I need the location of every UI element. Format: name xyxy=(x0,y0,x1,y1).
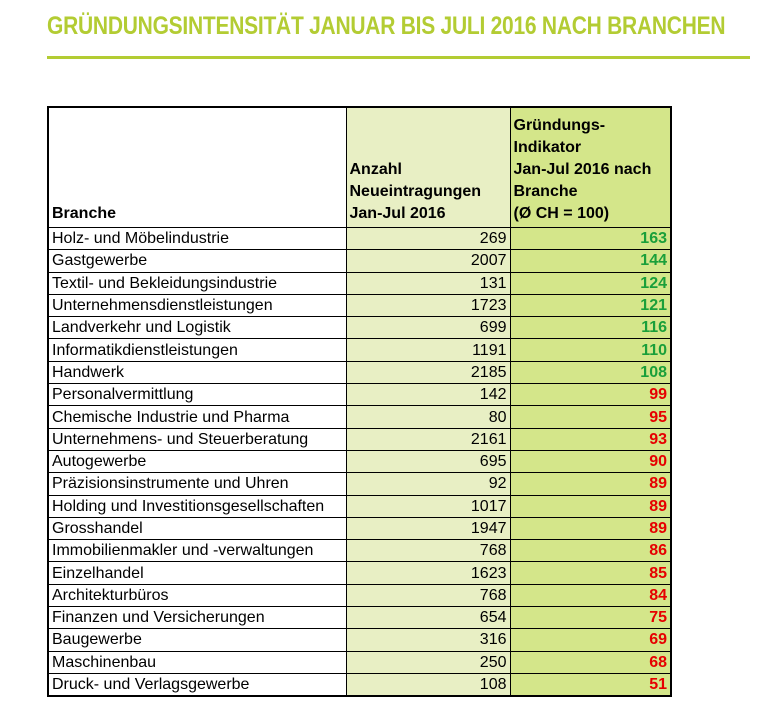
table-row xyxy=(48,473,671,495)
anzahl-cell: 316 xyxy=(346,629,510,651)
table-row xyxy=(48,673,671,696)
table-row xyxy=(48,406,671,428)
table-body xyxy=(48,228,671,697)
table-row xyxy=(48,450,671,472)
indikator-cell: 89 xyxy=(510,517,671,539)
indikator-cell: 68 xyxy=(510,651,671,673)
branche-cell: Gastgewerbe xyxy=(48,250,346,272)
header-line: Anzahl xyxy=(349,161,402,178)
branche-cell: Immobilienmakler und -verwaltungen xyxy=(48,540,346,562)
branche-cell: Druck- und Verlagsgewerbe xyxy=(48,673,346,696)
anzahl-cell: 80 xyxy=(346,406,510,428)
indikator-cell: 116 xyxy=(510,317,671,339)
table-row xyxy=(48,228,671,250)
anzahl-cell: 1191 xyxy=(346,339,510,361)
title-divider xyxy=(47,56,750,59)
indikator-cell: 86 xyxy=(510,540,671,562)
anzahl-cell: 131 xyxy=(346,272,510,294)
anzahl-cell: 250 xyxy=(346,651,510,673)
header-line: (Ø CH = 100) xyxy=(513,205,610,222)
header-line: Jan-Jul 2016 nach xyxy=(513,161,652,178)
indikator-cell: 93 xyxy=(510,428,671,450)
table-row xyxy=(48,584,671,606)
branche-cell: Finanzen und Versicherungen xyxy=(48,607,346,629)
indikator-cell: 99 xyxy=(510,384,671,406)
branche-cell: Chemische Industrie und Pharma xyxy=(48,406,346,428)
anzahl-cell: 699 xyxy=(346,317,510,339)
anzahl-cell: 1947 xyxy=(346,517,510,539)
anzahl-cell: 695 xyxy=(346,450,510,472)
branche-cell: Informatikdienstleistungen xyxy=(48,339,346,361)
column-header-anzahl xyxy=(346,107,510,228)
table-row xyxy=(48,272,671,294)
branche-cell: Unternehmens- und Steuerberatung xyxy=(48,428,346,450)
table-row xyxy=(48,428,671,450)
header-line: Gründungs- xyxy=(513,117,606,134)
indikator-cell: 85 xyxy=(510,562,671,584)
branche-cell: Autogewerbe xyxy=(48,450,346,472)
table-row xyxy=(48,384,671,406)
anzahl-cell: 1017 xyxy=(346,495,510,517)
table-row xyxy=(48,294,671,316)
indikator-cell: 95 xyxy=(510,406,671,428)
table-row xyxy=(48,629,671,651)
indikator-cell: 69 xyxy=(510,629,671,651)
indikator-cell: 108 xyxy=(510,361,671,383)
anzahl-cell: 2161 xyxy=(346,428,510,450)
indikator-cell: 90 xyxy=(510,450,671,472)
indikator-cell: 89 xyxy=(510,473,671,495)
branchen-table xyxy=(47,106,672,697)
anzahl-cell: 142 xyxy=(346,384,510,406)
branche-cell: Unternehmensdienstleistungen xyxy=(48,294,346,316)
page-title: GRÜNDUNGSINTENSITÄT JANUAR BIS JULI 2016 NACH BRANCHEN xyxy=(47,12,726,40)
branche-cell: Baugewerbe xyxy=(48,629,346,651)
column-header-branche: Branche xyxy=(48,107,346,228)
branche-cell: Architekturbüros xyxy=(48,584,346,606)
table-row xyxy=(48,250,671,272)
branche-cell: Holz- und Möbelindustrie xyxy=(48,228,346,250)
anzahl-cell: 2007 xyxy=(346,250,510,272)
branche-cell: Landverkehr und Logistik xyxy=(48,317,346,339)
header-line: Branche xyxy=(513,183,578,200)
branche-cell: Maschinenbau xyxy=(48,651,346,673)
table-row xyxy=(48,517,671,539)
anzahl-cell: 92 xyxy=(346,473,510,495)
indikator-cell: 89 xyxy=(510,495,671,517)
table-row xyxy=(48,361,671,383)
branche-cell: Präzisionsinstrumente und Uhren xyxy=(48,473,346,495)
table-header-row xyxy=(48,107,671,228)
indikator-cell: 121 xyxy=(510,294,671,316)
branche-cell: Personalvermittlung xyxy=(48,384,346,406)
indikator-cell: 124 xyxy=(510,272,671,294)
branche-cell: Einzelhandel xyxy=(48,562,346,584)
table-row xyxy=(48,540,671,562)
header-line: Neueintragungen xyxy=(349,183,482,200)
anzahl-cell: 2185 xyxy=(346,361,510,383)
table-row xyxy=(48,339,671,361)
anzahl-cell: 1723 xyxy=(346,294,510,316)
indikator-cell: 144 xyxy=(510,250,671,272)
branche-cell: Textil- und Bekleidungsindustrie xyxy=(48,272,346,294)
header-line: Indikator xyxy=(513,139,582,156)
column-header-indikator xyxy=(510,107,671,228)
branche-cell: Handwerk xyxy=(48,361,346,383)
anzahl-cell: 768 xyxy=(346,540,510,562)
indikator-cell: 75 xyxy=(510,607,671,629)
indikator-cell: 51 xyxy=(510,673,671,696)
anzahl-cell: 269 xyxy=(346,228,510,250)
table-row xyxy=(48,562,671,584)
anzahl-cell: 1623 xyxy=(346,562,510,584)
header-line: Jan-Jul 2016 xyxy=(349,205,446,222)
indikator-cell: 163 xyxy=(510,228,671,250)
anzahl-cell: 654 xyxy=(346,607,510,629)
branche-cell: Grosshandel xyxy=(48,517,346,539)
table-row xyxy=(48,651,671,673)
indikator-cell: 84 xyxy=(510,584,671,606)
table-row xyxy=(48,607,671,629)
table-row xyxy=(48,495,671,517)
table-row xyxy=(48,317,671,339)
indikator-cell: 110 xyxy=(510,339,671,361)
anzahl-cell: 108 xyxy=(346,673,510,696)
branche-cell: Holding und Investitionsgesellschaften xyxy=(48,495,346,517)
anzahl-cell: 768 xyxy=(346,584,510,606)
